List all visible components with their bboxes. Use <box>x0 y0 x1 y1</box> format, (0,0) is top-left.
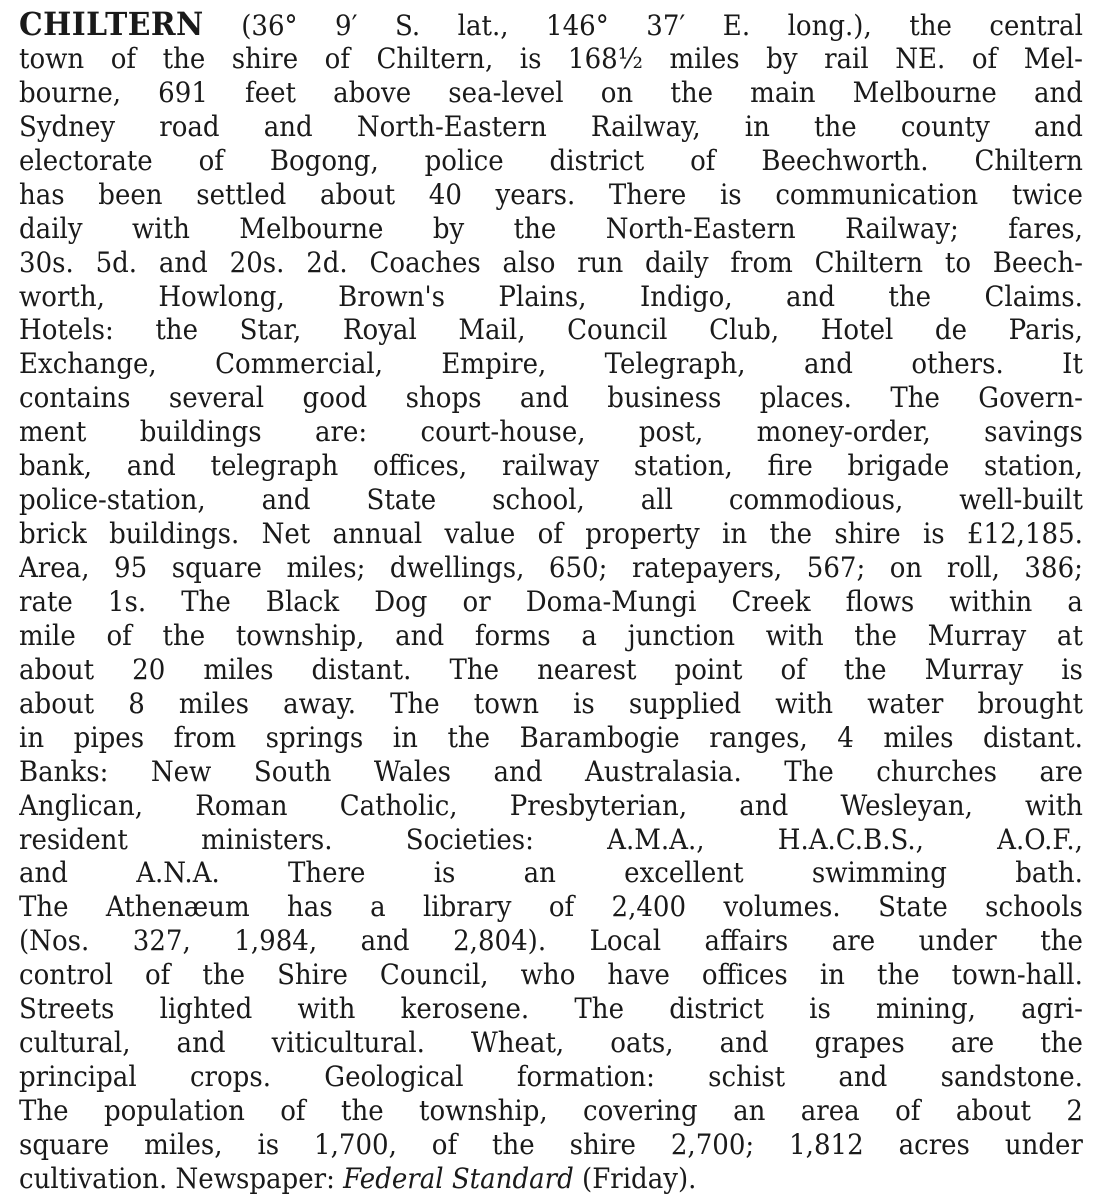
gazetteer-article <box>19 8 1083 1196</box>
article-line-1 <box>19 8 1083 42</box>
article-line: about 8 miles away. The town is supplied with water brought <box>19 686 1083 720</box>
article-line: and A.N.A. There is an excellent swimming bath. <box>19 856 1083 890</box>
last-line-start: cultivation. Newspaper: <box>19 1161 344 1195</box>
article-line: Anglican, Roman Catholic, Presbyterian, and Wesleyan, with <box>19 788 1083 822</box>
article-line: mile of the township, and forms a junction with the Murray at <box>19 618 1083 652</box>
article-line: electorate of Bogong, police district of Beechworth. Chiltern <box>19 143 1083 177</box>
article-line: in pipes from springs in the Barambogie ranges, 4 miles distant. <box>19 720 1083 754</box>
newspaper-name: Federal Standard <box>343 1161 574 1195</box>
article-line: 30s. 5d. and 20s. 2d. Coaches also run daily from Chiltern to Beech- <box>19 245 1083 279</box>
coordinates-text: (36° 9′ S. lat., 146° 37′ E. long.), the central <box>241 9 1083 42</box>
headword: CHILTERN <box>19 8 204 42</box>
article-line: Area, 95 square miles; dwellings, 650; ratepayers, 567; on roll, 386; <box>19 551 1083 584</box>
article-line: control of the Shire Council, who have offices in the town-hall. <box>19 958 1083 992</box>
article-line: Sydney road and North-Eastern Railway, in the county and <box>19 109 1083 143</box>
article-line: principal crops. Geological formation: schist and sandstone. <box>19 1060 1083 1094</box>
article-line: Exchange, Commercial, Empire, Telegraph, and others. It <box>19 347 1083 381</box>
article-line: bank, and telegraph offices, railway station, fire brigade station, <box>19 449 1083 483</box>
article-line: town of the shire of Chiltern, is 168½ miles by rail NE. of Mel- <box>19 41 1083 75</box>
article-line: ment buildings are: court-house, post, money-order, savings <box>19 415 1083 449</box>
article-line: has been settled about 40 years. There is communication twice <box>19 177 1083 211</box>
article-line: brick buildings. Net annual value of property in the shire is £12,185. <box>19 517 1083 551</box>
article-body <box>19 42 1083 1162</box>
article-line: The Athenæum has a library of 2,400 volumes. State schools <box>19 890 1083 924</box>
article-line: rate 1s. The Black Dog or Doma-Mungi Creek flows within a <box>19 584 1083 618</box>
last-line-end: (Friday). <box>573 1161 697 1195</box>
article-line: Banks: New South Wales and Australasia. The churches are <box>19 754 1083 788</box>
article-line: square miles, is 1,700, of the shire 2,700; 1,812 acres under <box>19 1127 1083 1161</box>
article-last-line <box>19 1162 1083 1196</box>
article-line: police-station, and State school, all commodious, well-built <box>19 483 1083 517</box>
article-line: cultural, and viticultural. Wheat, oats, and grapes are the <box>19 1026 1083 1060</box>
article-line: daily with Melbourne by the North-Eastern Railway; fares, <box>19 211 1083 245</box>
article-line: (Nos. 327, 1,984, and 2,804). Local affairs are under the <box>19 924 1083 958</box>
article-line: Hotels: the Star, Royal Mail, Council Club, Hotel de Paris, <box>19 313 1083 347</box>
article-line: The population of the township, covering an area of about 2 <box>19 1094 1083 1127</box>
article-line: bourne, 691 feet above sea-level on the main Melbourne and <box>19 75 1083 109</box>
article-line: about 20 miles distant. The nearest point of the Murray is <box>19 652 1083 686</box>
article-line: resident ministers. Societies: A.M.A., H.A.C.B.S., A.O.F., <box>19 822 1083 856</box>
article-line: Streets lighted with kerosene. The district is mining, agri- <box>19 992 1083 1026</box>
article-line: worth, Howlong, Brown's Plains, Indigo, and the Claims. <box>19 279 1083 313</box>
article-line: contains several good shops and business places. The Govern- <box>19 381 1083 415</box>
